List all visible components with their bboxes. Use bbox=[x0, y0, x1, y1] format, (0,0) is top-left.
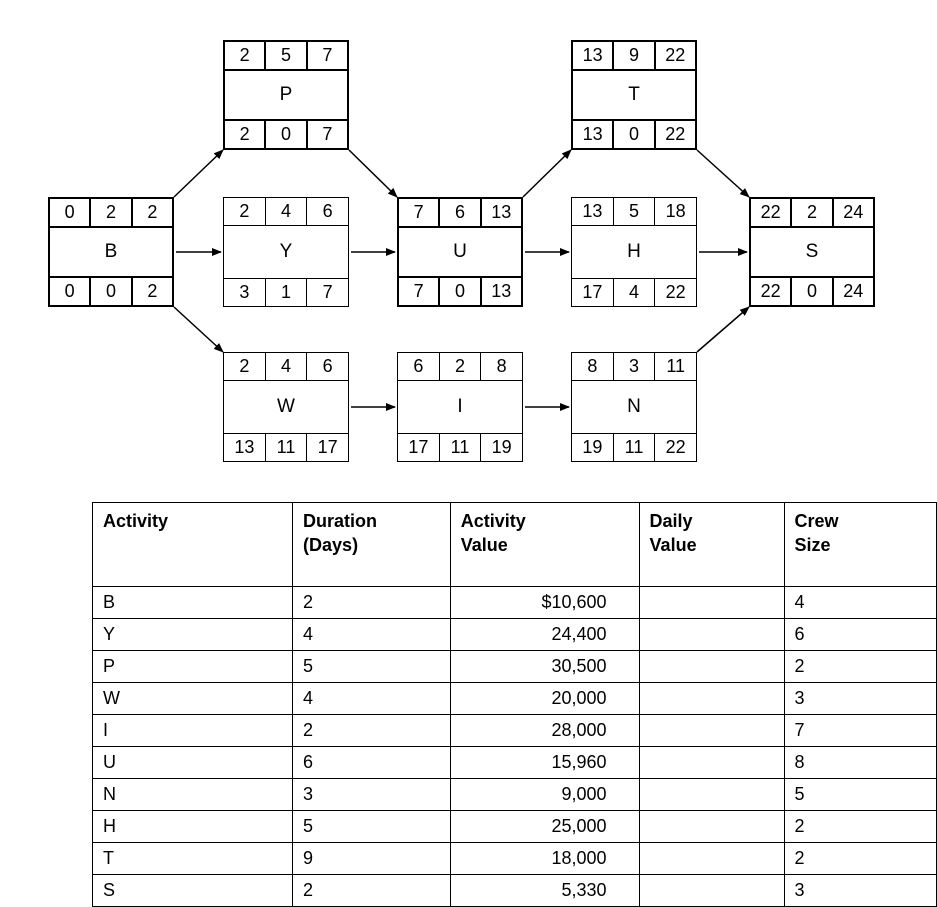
late-time-row bbox=[572, 433, 696, 461]
early-time-row bbox=[224, 353, 348, 381]
activity-node-u bbox=[397, 197, 523, 307]
early-time-cell: 13 bbox=[491, 202, 512, 222]
table-row bbox=[93, 619, 937, 651]
table-row bbox=[93, 843, 937, 875]
cell-daily bbox=[639, 587, 784, 619]
node-label: P bbox=[279, 84, 293, 105]
cell-daily bbox=[639, 651, 784, 683]
early-time-cell: 22 bbox=[751, 199, 792, 226]
late-time-cell: 2 bbox=[147, 281, 158, 301]
cell-duration: 5 bbox=[293, 651, 451, 683]
cell-value: $10,600 bbox=[450, 587, 639, 619]
early-time-cell: 2 bbox=[91, 199, 132, 226]
cell-activity: S bbox=[93, 875, 293, 907]
late-time-cell: 0 bbox=[440, 278, 481, 305]
late-time-cell: 7 bbox=[399, 278, 440, 305]
late-time-cell: 22 bbox=[665, 124, 686, 144]
early-time-cell: 5 bbox=[266, 42, 307, 69]
early-time-cell: 9 bbox=[614, 42, 655, 69]
late-time-cell: 24 bbox=[843, 281, 864, 301]
early-time-cell: 18 bbox=[665, 201, 686, 221]
cell-crew: 6 bbox=[784, 619, 936, 651]
late-time-row bbox=[224, 433, 348, 461]
cell-daily bbox=[639, 715, 784, 747]
arrow-b-to-w bbox=[174, 307, 223, 352]
cell-activity: W bbox=[93, 683, 293, 715]
node-label: I bbox=[457, 396, 463, 417]
early-time-cell: 2 bbox=[224, 353, 266, 380]
early-time-cell: 11 bbox=[666, 356, 686, 376]
cell-value: 28,000 bbox=[450, 715, 639, 747]
node-label: H bbox=[627, 241, 641, 262]
table-row bbox=[93, 875, 937, 907]
cell-daily bbox=[639, 683, 784, 715]
late-time-row bbox=[751, 276, 873, 305]
table-row bbox=[93, 811, 937, 843]
cell-crew: 7 bbox=[784, 715, 936, 747]
cell-value: 15,960 bbox=[450, 747, 639, 779]
late-time-cell: 22 bbox=[751, 278, 792, 305]
cell-value: 30,500 bbox=[450, 651, 639, 683]
cell-value: 18,000 bbox=[450, 843, 639, 875]
late-time-cell: 3 bbox=[224, 279, 266, 306]
activity-node-h bbox=[571, 197, 697, 307]
early-time-cell: 8 bbox=[572, 353, 614, 380]
header-duration: Duration (Days) bbox=[293, 503, 451, 587]
cell-daily bbox=[639, 779, 784, 811]
cell-daily bbox=[639, 875, 784, 907]
late-time-cell: 0 bbox=[50, 278, 91, 305]
early-time-cell: 0 bbox=[50, 199, 91, 226]
table-row bbox=[93, 587, 937, 619]
early-time-cell: 2 bbox=[792, 199, 833, 226]
early-time-cell: 4 bbox=[266, 353, 308, 380]
late-time-cell: 11 bbox=[266, 434, 308, 461]
activity-node-i bbox=[397, 352, 523, 462]
arrow-b-to-p bbox=[174, 150, 223, 197]
node-label: W bbox=[277, 396, 295, 417]
late-time-cell: 19 bbox=[572, 434, 614, 461]
cell-daily bbox=[639, 843, 784, 875]
cell-daily bbox=[639, 619, 784, 651]
cell-crew: 3 bbox=[784, 875, 936, 907]
late-time-cell: 22 bbox=[665, 282, 686, 302]
late-time-row bbox=[398, 433, 522, 461]
cell-activity: N bbox=[93, 779, 293, 811]
node-label: Y bbox=[279, 241, 293, 262]
activity-node-s bbox=[749, 197, 875, 307]
table-row bbox=[93, 715, 937, 747]
cell-duration: 2 bbox=[293, 875, 451, 907]
node-label: S bbox=[805, 241, 819, 262]
cell-daily bbox=[639, 747, 784, 779]
late-time-cell: 19 bbox=[491, 437, 512, 457]
late-time-cell: 7 bbox=[322, 282, 333, 302]
early-time-row bbox=[225, 42, 347, 71]
early-time-cell: 2 bbox=[440, 353, 482, 380]
early-time-row bbox=[399, 199, 521, 228]
table-row bbox=[93, 779, 937, 811]
early-time-cell: 6 bbox=[398, 353, 440, 380]
early-time-row bbox=[572, 198, 696, 226]
cell-crew: 4 bbox=[784, 587, 936, 619]
late-time-cell: 13 bbox=[224, 434, 266, 461]
cell-duration: 4 bbox=[293, 619, 451, 651]
early-time-cell: 13 bbox=[573, 42, 614, 69]
header-activity: Activity bbox=[93, 503, 293, 587]
activity-table bbox=[92, 502, 937, 907]
early-time-row bbox=[751, 199, 873, 228]
early-time-cell: 4 bbox=[266, 198, 308, 225]
node-label: N bbox=[627, 396, 641, 417]
cell-duration: 2 bbox=[293, 587, 451, 619]
cell-value: 20,000 bbox=[450, 683, 639, 715]
cell-duration: 5 bbox=[293, 811, 451, 843]
header-daily-value: Daily Value bbox=[639, 503, 784, 587]
header-activity-value: Activity Value bbox=[450, 503, 639, 587]
node-label: B bbox=[104, 241, 118, 262]
cell-value: 24,400 bbox=[450, 619, 639, 651]
early-time-cell: 6 bbox=[440, 199, 481, 226]
early-time-cell: 24 bbox=[843, 202, 864, 222]
cell-activity: Y bbox=[93, 619, 293, 651]
cell-value: 5,330 bbox=[450, 875, 639, 907]
table-row bbox=[93, 683, 937, 715]
cell-activity: H bbox=[93, 811, 293, 843]
cell-activity: I bbox=[93, 715, 293, 747]
early-time-row bbox=[572, 353, 696, 381]
late-time-row bbox=[399, 276, 521, 305]
early-time-cell: 7 bbox=[399, 199, 440, 226]
node-label: T bbox=[628, 84, 640, 105]
activity-node-p bbox=[223, 40, 349, 150]
cell-crew: 2 bbox=[784, 651, 936, 683]
late-time-row bbox=[225, 119, 347, 148]
early-time-row bbox=[50, 199, 172, 228]
late-time-cell: 11 bbox=[614, 434, 656, 461]
activity-node-b bbox=[48, 197, 174, 307]
late-time-cell: 17 bbox=[317, 437, 338, 457]
early-time-cell: 6 bbox=[322, 201, 333, 221]
cell-activity: T bbox=[93, 843, 293, 875]
late-time-row bbox=[50, 276, 172, 305]
cell-duration: 4 bbox=[293, 683, 451, 715]
early-time-cell: 2 bbox=[224, 198, 266, 225]
activity-node-y bbox=[223, 197, 349, 307]
table-row bbox=[93, 747, 937, 779]
late-time-cell: 13 bbox=[491, 281, 512, 301]
cell-crew: 3 bbox=[784, 683, 936, 715]
late-time-cell: 7 bbox=[322, 124, 333, 144]
cell-crew: 8 bbox=[784, 747, 936, 779]
early-time-cell: 5 bbox=[614, 198, 656, 225]
late-time-cell: 11 bbox=[440, 434, 482, 461]
cell-crew: 5 bbox=[784, 779, 936, 811]
table-row bbox=[93, 651, 937, 683]
early-time-row bbox=[224, 198, 348, 226]
cell-value: 9,000 bbox=[450, 779, 639, 811]
early-time-cell: 7 bbox=[322, 45, 333, 65]
early-time-cell: 6 bbox=[322, 356, 333, 376]
early-time-cell: 2 bbox=[225, 42, 266, 69]
arrow-t-to-s bbox=[697, 150, 749, 197]
cell-duration: 3 bbox=[293, 779, 451, 811]
activity-node-t bbox=[571, 40, 697, 150]
late-time-row bbox=[572, 278, 696, 306]
late-time-cell: 4 bbox=[614, 279, 656, 306]
node-label: U bbox=[453, 241, 467, 262]
late-time-cell: 2 bbox=[225, 121, 266, 148]
late-time-row bbox=[573, 119, 695, 148]
cell-duration: 2 bbox=[293, 715, 451, 747]
late-time-row bbox=[224, 278, 348, 306]
cell-activity: U bbox=[93, 747, 293, 779]
activity-node-w bbox=[223, 352, 349, 462]
late-time-cell: 13 bbox=[573, 121, 614, 148]
early-time-cell: 2 bbox=[147, 202, 158, 222]
arrow-n-to-s bbox=[697, 307, 749, 352]
late-time-cell: 0 bbox=[266, 121, 307, 148]
late-time-cell: 0 bbox=[792, 278, 833, 305]
late-time-cell: 0 bbox=[91, 278, 132, 305]
early-time-cell: 13 bbox=[572, 198, 614, 225]
table-header-row bbox=[93, 503, 937, 587]
header-crew-size: Crew Size bbox=[784, 503, 936, 587]
cell-duration: 9 bbox=[293, 843, 451, 875]
cell-daily bbox=[639, 811, 784, 843]
arrow-u-to-t bbox=[523, 150, 571, 197]
cell-activity: B bbox=[93, 587, 293, 619]
early-time-row bbox=[573, 42, 695, 71]
early-time-row bbox=[398, 353, 522, 381]
cell-duration: 6 bbox=[293, 747, 451, 779]
late-time-cell: 22 bbox=[665, 437, 686, 457]
late-time-cell: 0 bbox=[614, 121, 655, 148]
late-time-cell: 1 bbox=[266, 279, 308, 306]
cell-crew: 2 bbox=[784, 843, 936, 875]
late-time-cell: 17 bbox=[398, 434, 440, 461]
early-time-cell: 8 bbox=[496, 356, 507, 376]
activity-node-n bbox=[571, 352, 697, 462]
early-time-cell: 22 bbox=[665, 45, 686, 65]
arrow-p-to-u bbox=[349, 150, 397, 197]
early-time-cell: 3 bbox=[614, 353, 656, 380]
cell-crew: 2 bbox=[784, 811, 936, 843]
late-time-cell: 17 bbox=[572, 279, 614, 306]
cell-value: 25,000 bbox=[450, 811, 639, 843]
cell-activity: P bbox=[93, 651, 293, 683]
